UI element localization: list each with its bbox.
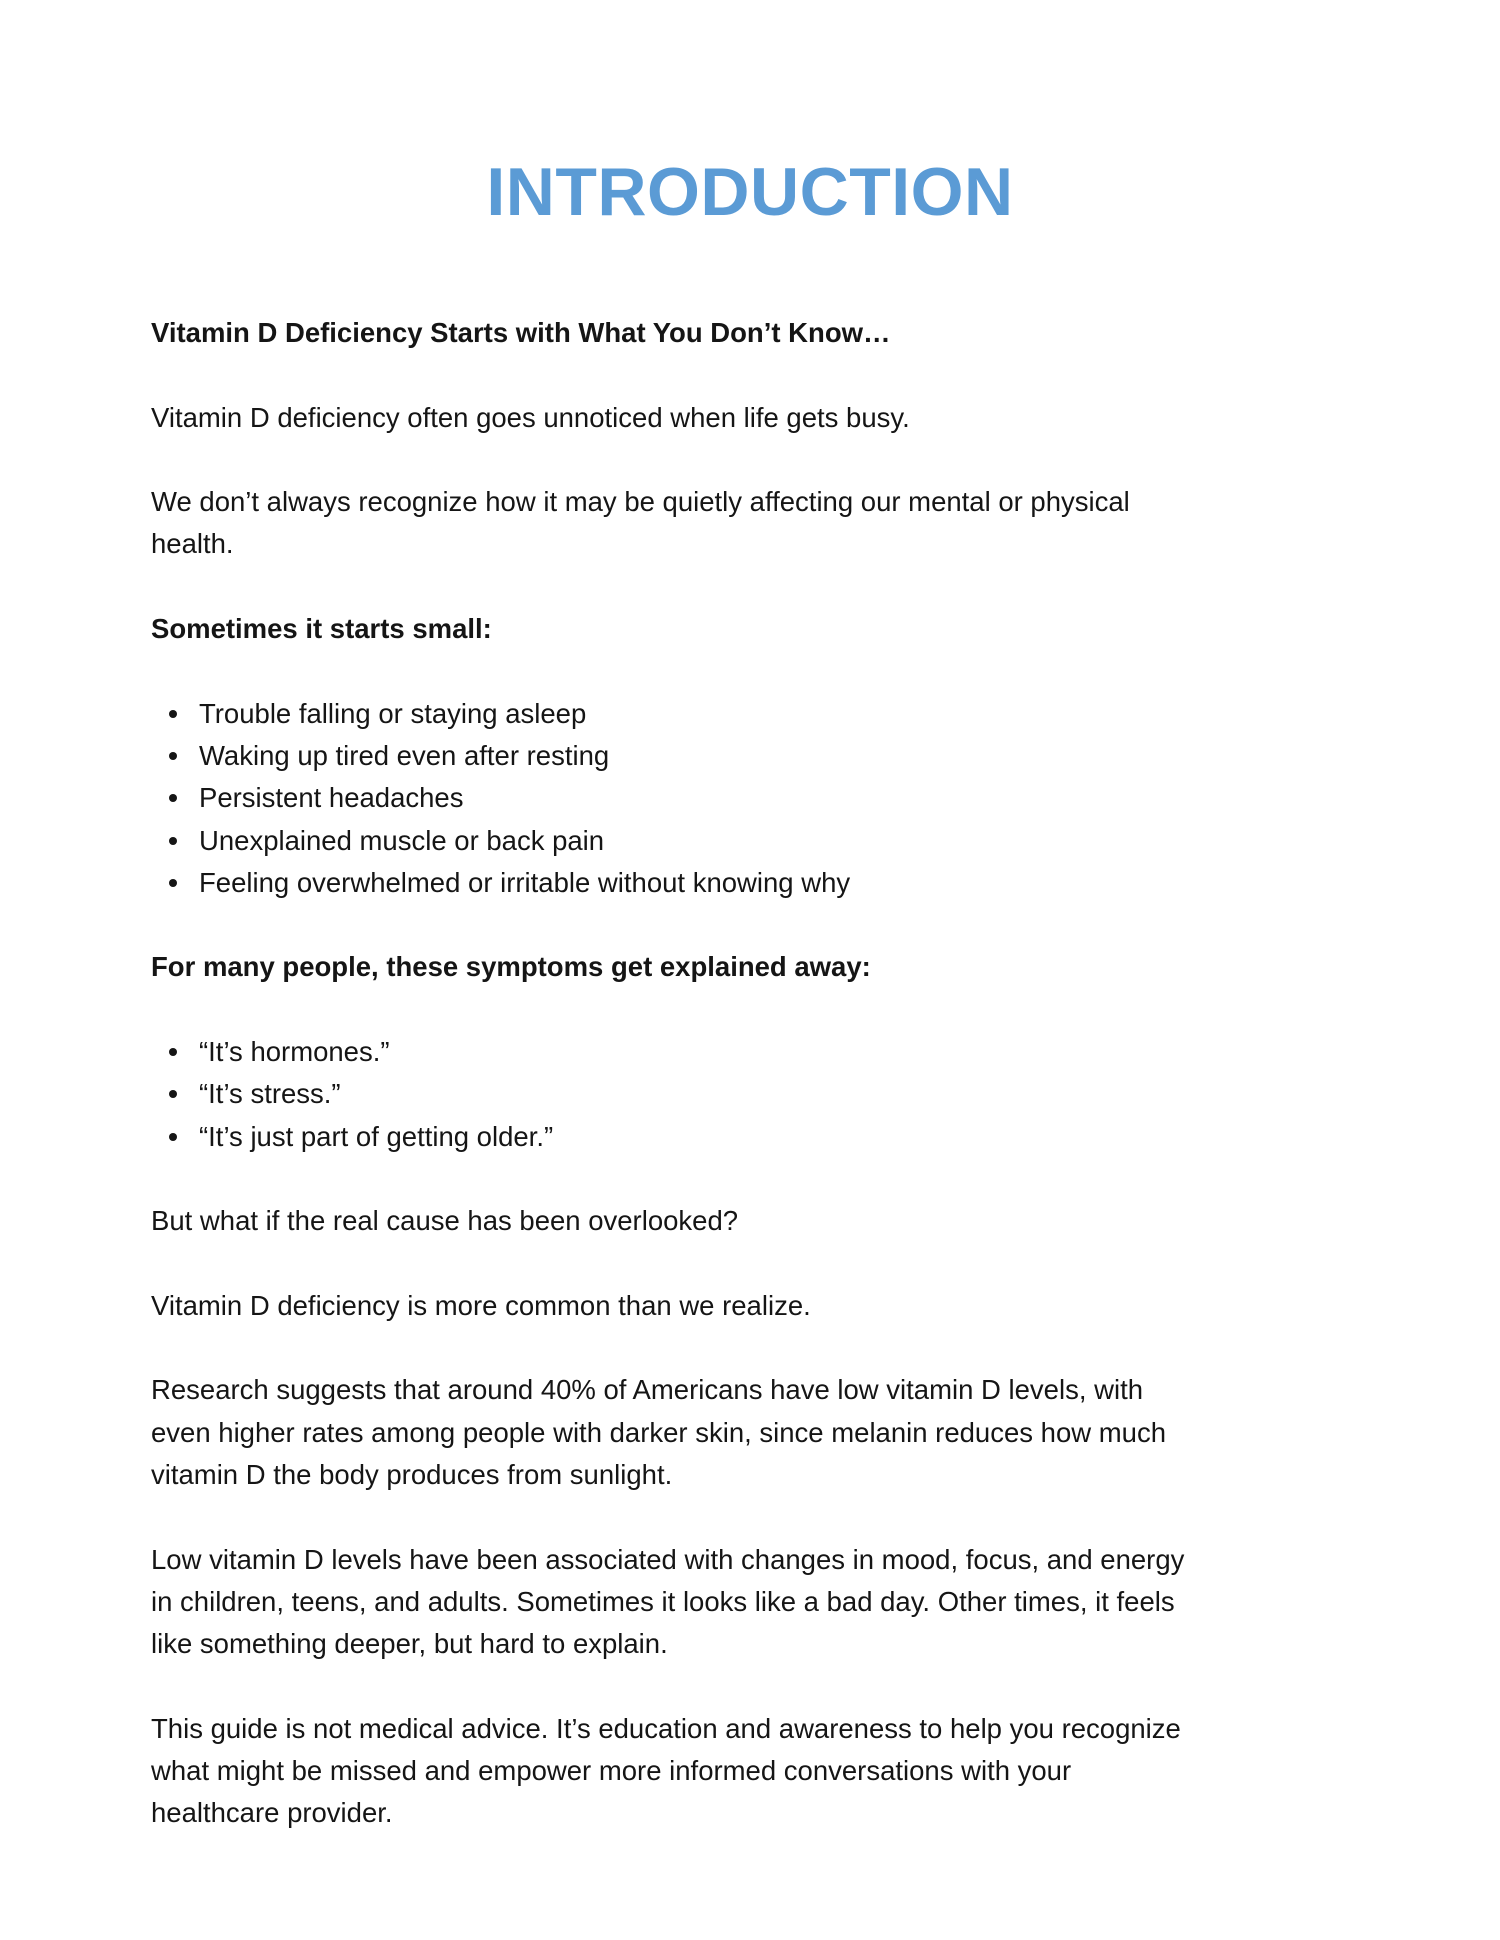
list-item xyxy=(151,1116,1371,1158)
list-item-text: Unexplained muscle or back pain xyxy=(199,824,605,856)
text-line: Vitamin D deficiency often goes unnoticed when life gets busy. xyxy=(151,401,910,433)
text-line: This guide is not medical advice. It’s education and awareness to help you recognize xyxy=(151,1712,1181,1744)
heading-vitamin-d: Vitamin D Deficiency Starts with What You Don’t Know… xyxy=(151,317,891,348)
paragraph-6 xyxy=(151,1539,1371,1666)
text-line: Vitamin D deficiency is more common than we realize. xyxy=(151,1289,811,1321)
bullet-icon xyxy=(169,752,177,760)
paragraph-2 xyxy=(151,481,1371,566)
bullet-icon xyxy=(169,1048,177,1056)
text-line: like something deeper, but hard to explain. xyxy=(151,1628,668,1660)
bullet-icon xyxy=(169,1090,177,1098)
list-item-text: Feeling overwhelmed or irritable without knowing why xyxy=(199,866,851,898)
list-item xyxy=(151,862,1371,904)
bullet-icon xyxy=(169,879,177,887)
list-item-text: Persistent headaches xyxy=(199,782,464,814)
text-line: We don’t always recognize how it may be quietly affecting our mental or physical xyxy=(151,486,1130,518)
page-title: INTRODUCTION xyxy=(486,154,1014,230)
text-line: Research suggests that around 40% of Americans have low vitamin D levels, with xyxy=(151,1374,1144,1406)
list-item-text: “It’s stress.” xyxy=(199,1078,341,1110)
list-item-text: “It’s hormones.” xyxy=(199,1036,390,1068)
list-item xyxy=(151,693,1371,735)
paragraph-5 xyxy=(151,1369,1371,1496)
text-line: in children, teens, and adults. Sometimes it looks like a bad day. Other times, it feels xyxy=(151,1585,1175,1617)
heading-explained-away: For many people, these symptoms get explained away: xyxy=(151,951,871,983)
paragraph-1 xyxy=(151,397,1371,439)
list-item-text: “It’s just part of getting older.” xyxy=(199,1120,554,1152)
list-item-text: Waking up tired even after resting xyxy=(199,739,610,771)
paragraph-7 xyxy=(151,1708,1371,1835)
text-line: what might be missed and empower more informed conversations with your xyxy=(151,1755,1072,1787)
list-item xyxy=(151,735,1371,777)
paragraph-4 xyxy=(151,1285,1371,1327)
paragraph-3 xyxy=(151,1200,1371,1242)
text-line: even higher rates among people with darker skin, since melanin reduces how much xyxy=(151,1416,1166,1448)
text-line: health. xyxy=(151,528,234,560)
list-item xyxy=(151,1031,1371,1073)
list-item xyxy=(151,1073,1371,1115)
list-item xyxy=(151,820,1371,862)
text-line: But what if the real cause has been overlooked? xyxy=(151,1205,739,1237)
list-item-text: Trouble falling or staying asleep xyxy=(199,697,587,729)
bullet-icon xyxy=(169,710,177,718)
text-line: healthcare provider. xyxy=(151,1797,393,1829)
text-line: vitamin D the body produces from sunlight. xyxy=(151,1459,673,1491)
excuse-list xyxy=(151,1031,1371,1158)
list-item xyxy=(151,777,1371,819)
bullet-icon xyxy=(169,837,177,845)
bullet-icon xyxy=(169,1133,177,1141)
bullet-icon xyxy=(169,794,177,802)
symptom-list xyxy=(151,693,1371,904)
document-body xyxy=(151,312,1371,1835)
heading-starts-small: Sometimes it starts small: xyxy=(151,613,492,645)
text-line: Low vitamin D levels have been associated with changes in mood, focus, and energy xyxy=(151,1543,1185,1575)
